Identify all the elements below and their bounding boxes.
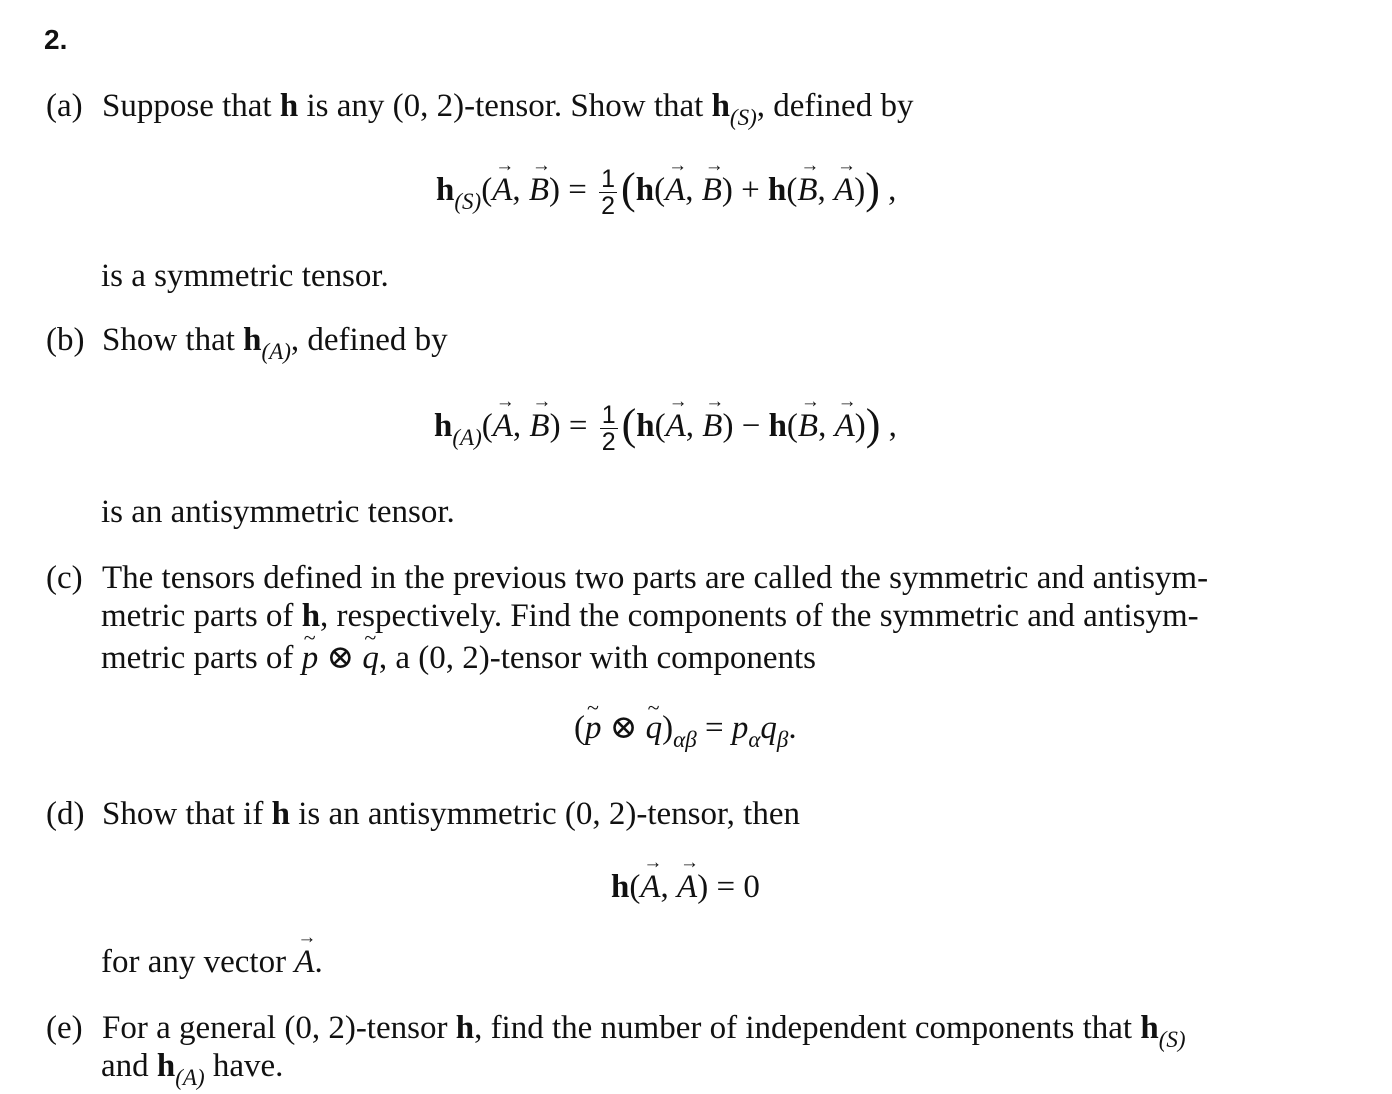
part-e-line-2: and $h_{(A)}$ have. (101, 1048, 284, 1090)
equation-antisymmetric-part: $h_{(A)}(A$ →, B →) = $\frac{1}{2}$ (h(A →, B →) − h(B →, A →)) , (434, 396, 897, 455)
part-a-conclusion: is a symmetric tensor. (101, 258, 389, 294)
part-e-label: (e) (46, 1010, 83, 1046)
part-e-line-1: (e) For a general (0, 2)-tensor h, find the number of independent components that $h_{(S)}$ (46, 1010, 1186, 1052)
part-b-label: (b) (46, 322, 85, 358)
part-b-prompt: (b) Show that $h_{(A)}$, defined by (46, 322, 448, 364)
problem-number: 2. (44, 24, 68, 55)
equation-antisymmetric-zero: h(A →, A →) = 0 (611, 869, 760, 906)
equation-symmetric-part: $h_{(S)}(A$ →, B →) = $\frac{1}{2}$ (h(A →, B →) + h(B →, A →)) , (436, 160, 896, 219)
part-c-line-2: metric parts of h, respectively. Find the components of the symmetric and antisym- (101, 598, 1199, 634)
part-d-conclusion: for any vector A →. (101, 944, 323, 981)
part-a-label: (a) (46, 88, 83, 124)
part-d-label: (d) (46, 796, 85, 832)
part-b-conclusion: is an antisymmetric tensor. (101, 494, 455, 530)
part-c-line-1: (c) The tensors defined in the previous two parts are called the symmetric and antisym- (46, 560, 1209, 596)
part-c-label: (c) (46, 560, 83, 596)
part-c-line-3: metric parts of p ~ ⊗ q ~, a (0, 2)-tensor with components (101, 637, 816, 677)
fraction-one-half: $\frac{1}{2}$ (601, 164, 616, 220)
fraction-one-half: $\frac{1}{2}$ (601, 400, 616, 456)
part-a-prompt: (a) Suppose that h is any (0, 2)-tensor. Show that $h_{(S)}$, defined by (46, 88, 914, 130)
part-d-prompt: (d) Show that if h is an antisymmetric (0, 2)-tensor, then (46, 796, 800, 832)
equation-tensor-product-components: (p ~ ⊗ q $\sim)_{\alpha\beta} = p_\alpha q_\beta$. (574, 707, 797, 747)
